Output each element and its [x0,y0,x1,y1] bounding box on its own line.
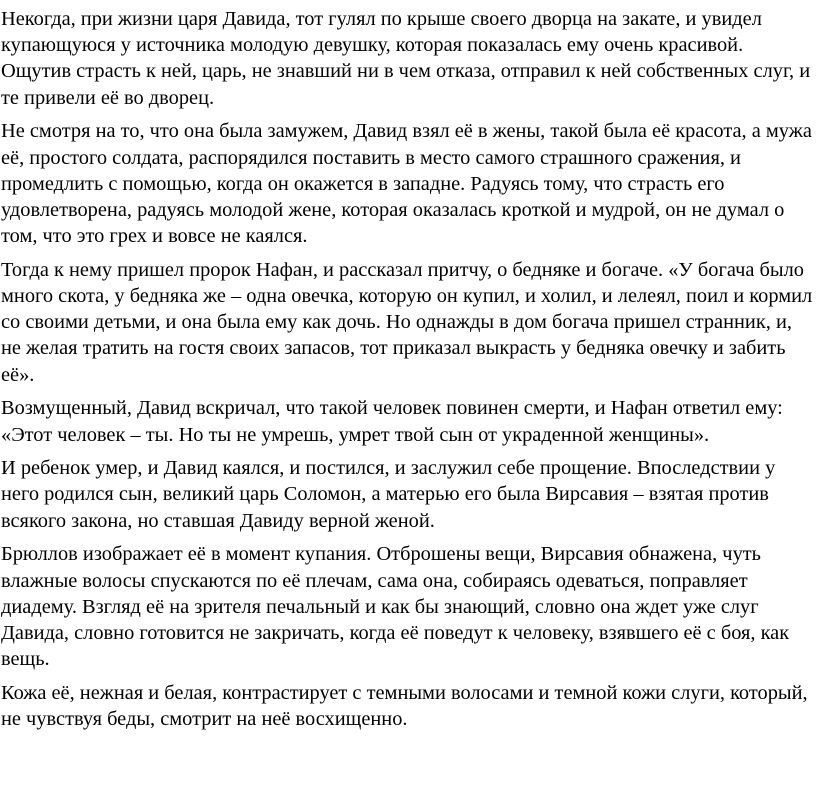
paragraph-7: Кожа её, нежная и белая, контрастирует с темными волосами и темной кожи слуги, который, не чувствуя беды, смотрит на неё восхищенно. [1,681,808,731]
paragraph-4: Возмущенный, Давид вскричал, что такой человек повинен смерти, и Нафан ответил ему: «Этот человек – ты. Но ты не умрешь, умрет твой сын от украденной женщины». [1,397,783,446]
paragraph-6: Брюллов изображает её в момент купания. Отброшены вещи, Вирсавия обнажена, чуть влажные волосы спускаются по её плечам, сама она, собираясь одеваться, поправляет диадему. Взгляд её на зрителя печальный и как бы знающий, словно она ждет уже слуг Давида, словно готовится не закричать, когда её поведут к человеку, взявшего её с боя, как вещь. [1,543,790,671]
paragraph-2: Не смотря на то, что она была замужем, Давид взял её в жены, такой была её красота, а мужа её, простого солдата, распорядился поставить в место самого страшного сражения, и промедлить с помощью, когда он окажется в западне. Радуясь тому, что страсть его удовлетворена, радуясь молодой жене, которая оказалась кроткой и мудрой, он не думал о том, что это грех и вовсе не каялся. [1,120,812,248]
paragraph-5: И ребенок умер, и Давид каялся, и постился, и заслужил себе прощение. Впоследствии у него родился сын, великий царь Соломон, а матерью его была Вирсавия – взятая против всякого закона, но ставшая Давиду верной женой. [1,457,776,532]
paragraph-1: Некогда, при жизни царя Давида, тот гулял по крыше своего дворца на закате, и увидел купающуюся у источника молодую девушку, которая показалась ему очень красивой. Ощутив страсть к ней, царь, не знавший ни в чем отказа, отправил к ней собственных слуг, и те привели её во дворец. [1,8,811,109]
paragraph-3: Тогда к нему пришел пророк Нафан, и рассказал притчу, о бедняке и богаче. «У богача было много скота, у бедняка же – одна овечка, которую он купил, и холил, и лелеял, поил и кормил со своими детьми, и она была ему как дочь. Но однажды в дом богача пришел странник, и, не желая тратить на гостя своих запасов, тот приказал выкрасть у бедняка овечку и забить её». [1,258,813,386]
